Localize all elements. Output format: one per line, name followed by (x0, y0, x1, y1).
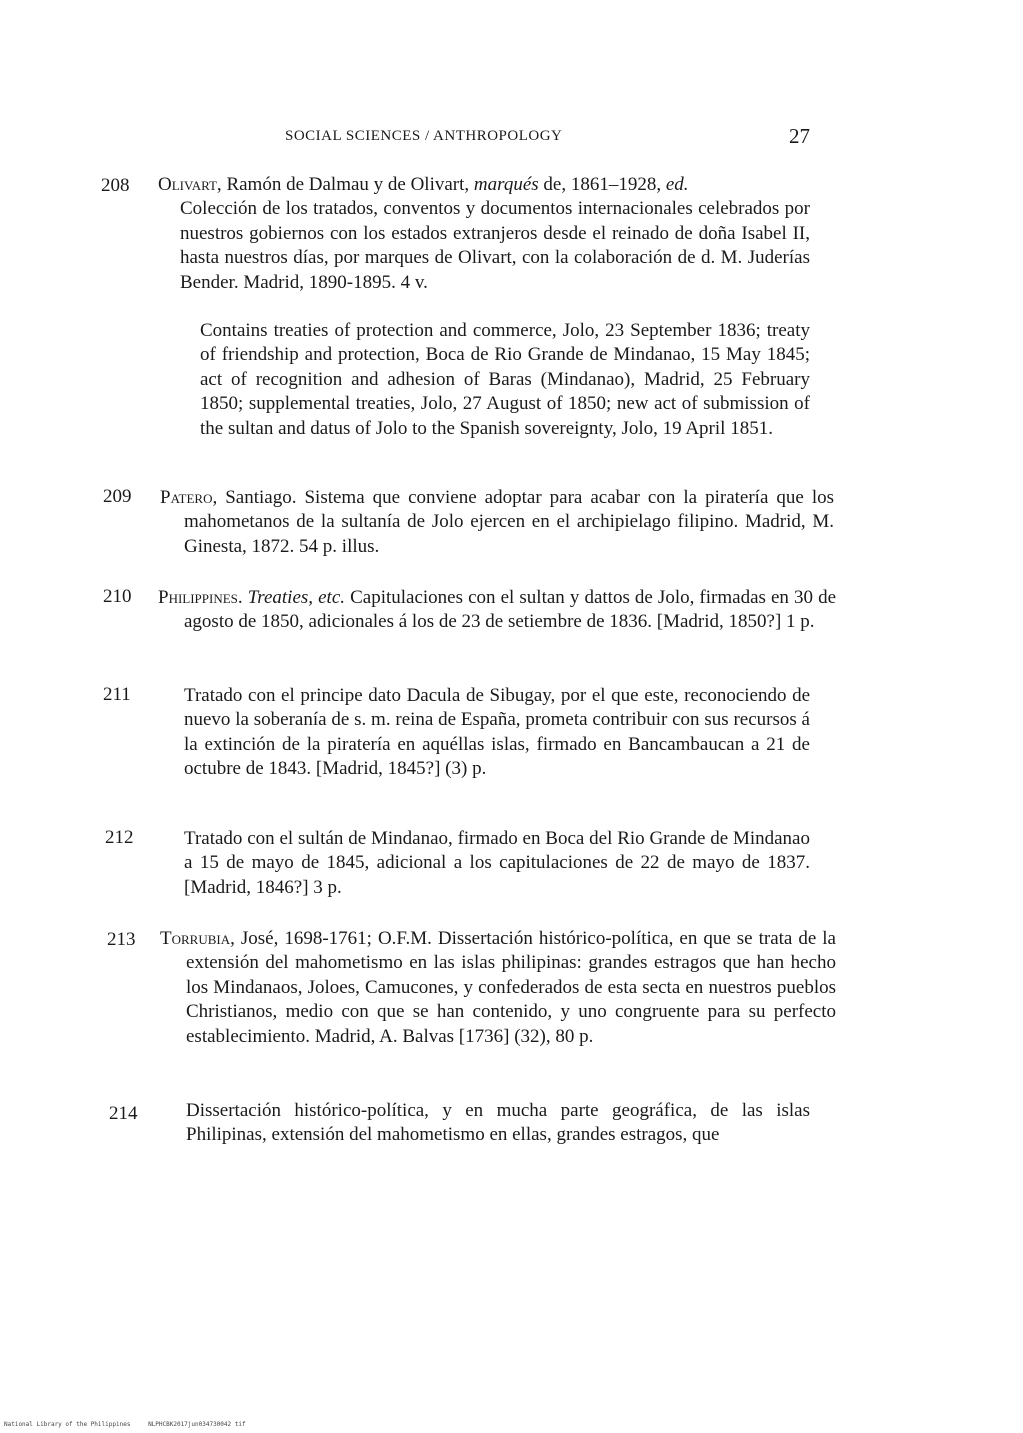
entry-text: Tratado con el sultán de Mindanao, firmado en Boca del Rio Grande de Mindanao a 15 de mayo de 1845, adicional a los capitulaciones de 22 de mayo de 1837. [Madrid, 1846?] 3 p. (184, 828, 810, 898)
footer-library: National Library of the Philippines (4, 1421, 131, 1428)
entry-author: Patero, (160, 487, 218, 508)
entry-author: Torrubia, (160, 928, 235, 949)
entry-number: 213 (107, 929, 136, 950)
entry-text: Patero, Santiago. Sistema que conviene adoptar para acabar con la piratería que los mahometanos de la sultanía de Jolo ejercen en el archipielago filipino. Madrid, M. Ginesta, 1872. 54 p. illus. (160, 487, 834, 557)
entry-author: Olivart, (158, 174, 222, 195)
entry-text: Olivart, Ramón de Dalmau y de Olivart, marqués de, 1861–1928, ed. (158, 174, 689, 195)
entry-text: Torrubia, José, 1698-1761; O.F.M. Dissertación histórico-política, en que se trata de la extensión del mahometismo en las islas philipinas: grandes estragos que han hecho los Mindanaos, Joloes, Camucones, y confederados de esta secta en nuestros pueblos Christianos, medio con que se han contenido, y uno congruente para su perfecto establecimiento. Madrid, A. Balvas [1736] (32), 80 p. (160, 928, 836, 1047)
entry-note: Contains treaties of protection and commerce, Jolo, 23 September 1836; treaty of friendship and protection, Boca de Rio Grande de Mindanao, 15 May 1845; act of recognition and adhesion of Baras (Mindanao), Madrid, 25 February 1850; supplemental treaties, Jolo, 27 August of 1850; new act of submission of the sultan and datus of Jolo to the Spanish sovereignty, Jolo, 19 April 1851. (200, 320, 810, 439)
entry-author: Philippines. (158, 587, 243, 608)
entry-number: 210 (103, 586, 132, 607)
entry-number: 212 (105, 827, 134, 848)
entry-number: 209 (103, 486, 132, 507)
scan-footer (4, 1421, 260, 1428)
footer-file-id: NLPHCBK2017jun034730042 tif (148, 1421, 246, 1428)
entry-body: Colección de los tratados, conventos y documentos internacionales celebrados por nuestros gobiernos con los estados extranjeros desde el reinado de doña Isabel II, hasta nuestros días, por marques de Olivart, con la colaboración de d. M. Juderías Bender. Madrid, 1890-1895. 4 v. (180, 198, 810, 293)
page-number: 27 (789, 124, 810, 148)
entry-text: Dissertación histórico-política, y en mucha parte geográfica, de las islas Philipinas, extensión del mahometismo en ellas, grandes estragos, que (186, 1100, 810, 1146)
page-header (280, 124, 810, 152)
entry-number: 208 (101, 175, 130, 196)
running-title: SOCIAL SCIENCES / ANTHROPOLOGY (285, 128, 563, 144)
entry-number: 214 (109, 1103, 138, 1124)
entry-text: Tratado con el principe dato Dacula de Sibugay, por el que este, reconociendo de nuevo la soberanía de s. m. reina de España, prometa contribuir con sus recursos á la extinción de la piratería en aquéllas islas, firmado en Bancambaucan a 21 de octubre de 1843. [Madrid, 1845?] (3) p. (184, 685, 810, 780)
entry-number: 211 (103, 684, 131, 705)
entry-text: Philippines. Treaties, etc. Capitulaciones con el sultan y dattos de Jolo, firmadas en 30 de agosto de 1850, adicionales á los de 23 de setiembre de 1836. [Madrid, 1850?] 1 p. (158, 587, 837, 633)
